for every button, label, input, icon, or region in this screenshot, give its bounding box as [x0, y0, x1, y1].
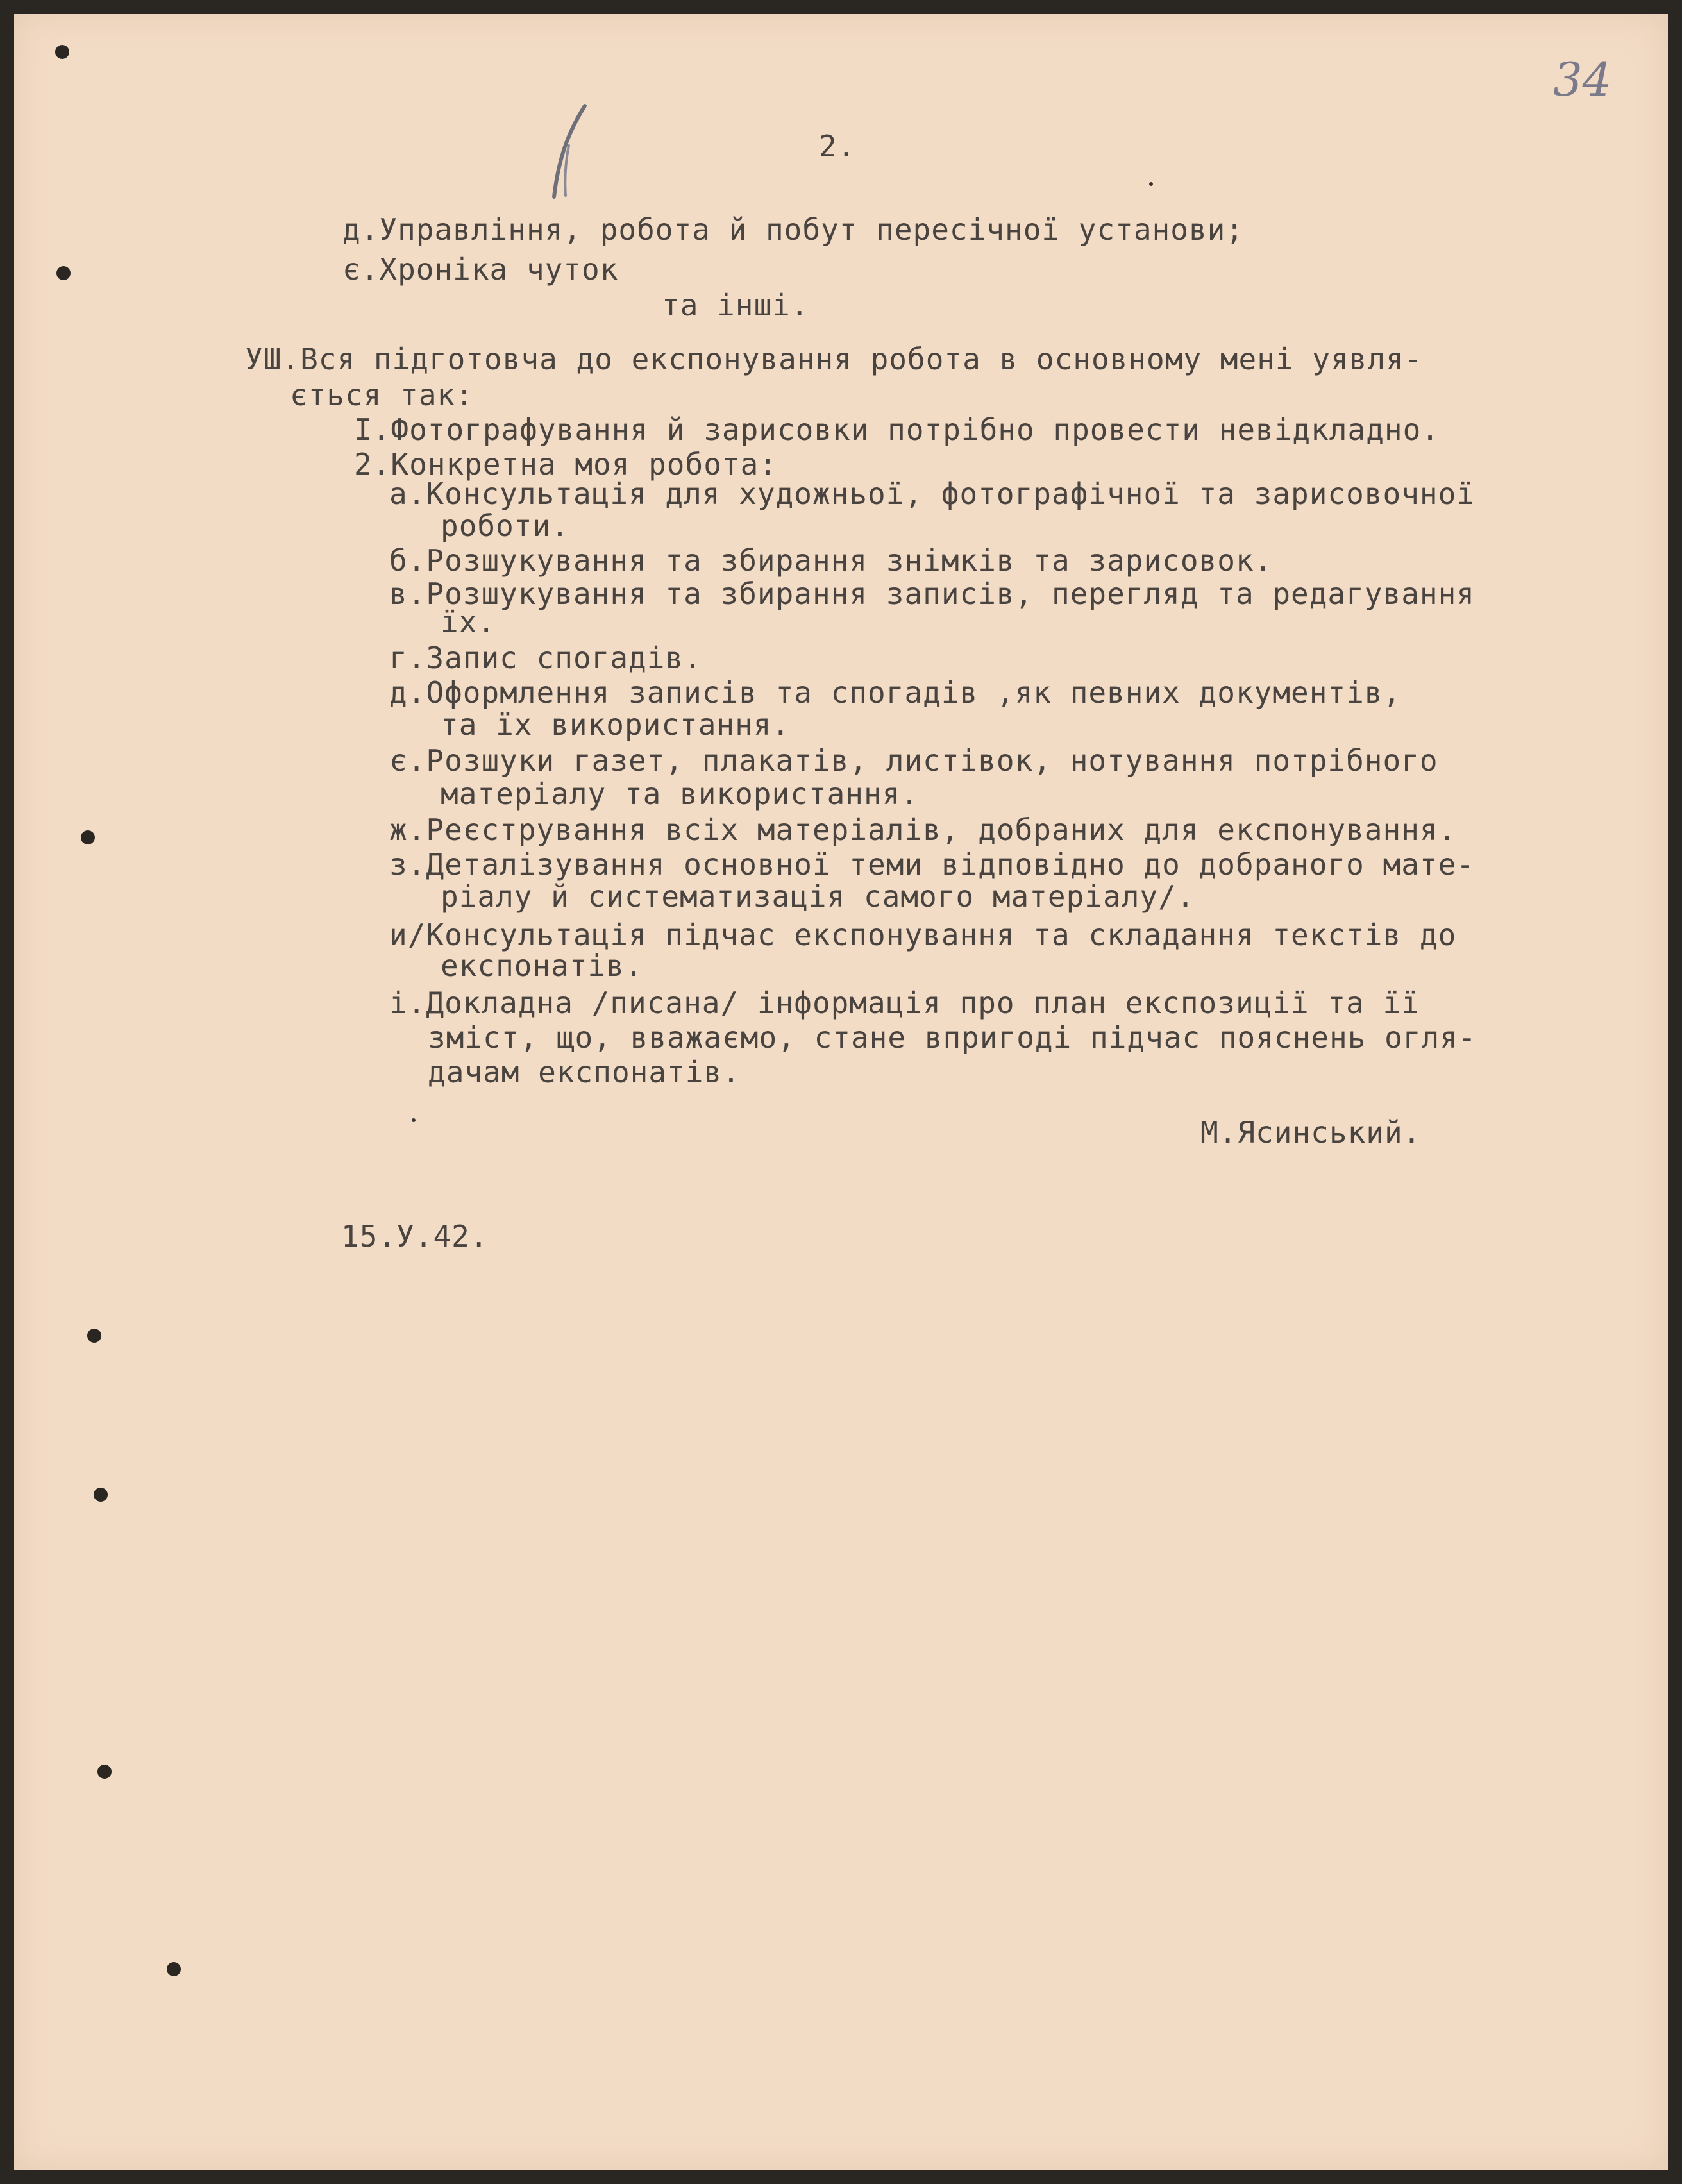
pencil-check-mark [546, 101, 591, 203]
punch-hole [167, 1962, 181, 1976]
text-line: ється так: [290, 378, 474, 412]
document-sheet [14, 14, 1668, 2170]
punch-hole [87, 1329, 101, 1343]
text-line: є.Хроніка чуток [342, 252, 619, 287]
paper-speck [1149, 182, 1153, 186]
text-line: І.Фотографування й зарисовки потрібно провести невідкладно. [354, 412, 1440, 447]
text-line: дачам експонатів. [428, 1055, 741, 1089]
text-line: є.Розшуки газет, плакатів, листівок, нотування потрібного [389, 743, 1438, 778]
archive-folio-number: 34 [1553, 53, 1612, 106]
text-line: и/Консультація підчас експонування та складання текстів до [389, 918, 1457, 952]
text-line: експонатів. [441, 948, 643, 983]
text-line: УШ.Вся підготовча до експонування робота в основному мені уявля- [245, 342, 1423, 376]
paper-speck [412, 1118, 416, 1122]
text-line: та інші. [662, 288, 809, 323]
text-line: в.Розшукування та збирання записів, перегляд та редагування [389, 576, 1475, 611]
text-line: б.Розшукування та збирання знімків та зарисовок. [389, 543, 1273, 578]
text-line: д.Оформлення записів та спогадів ,як певних документів, [389, 675, 1402, 710]
page-number: 2. [819, 129, 856, 164]
text-line: роботи. [441, 508, 569, 543]
punch-hole [55, 45, 69, 59]
punch-hole [56, 266, 71, 280]
text-line: д.Управління, робота й побут пересічної установи; [342, 212, 1245, 247]
text-line: і.Докладна /писана/ інформація про план експозиції та її [389, 986, 1420, 1020]
text-line: зміст, що, вважаємо, стане впригоді підчас пояснень огля- [428, 1020, 1477, 1055]
punch-hole [94, 1488, 108, 1502]
text-line: та їх використання. [441, 707, 791, 742]
punch-hole [81, 830, 95, 844]
text-line: а.Консультація для художньої, фотографічної та зарисовочної [389, 476, 1475, 511]
text-line: г.Запис спогадів. [389, 641, 702, 675]
text-line: ж.Реєстрування всіх матеріалів, добраних для експонування. [389, 812, 1457, 847]
document-date: 15.У.42. [341, 1219, 489, 1254]
text-line: матеріалу та використання. [441, 777, 920, 811]
text-line: ріалу й систематизація самого матеріалу/. [441, 879, 1195, 914]
text-line: 2.Конкретна моя робота: [354, 447, 777, 482]
text-line: з.Деталізування основної теми відповідно до добраного мате- [389, 847, 1475, 882]
punch-hole [97, 1765, 112, 1779]
text-line: їх. [441, 605, 496, 639]
signature: М.Ясинський. [1200, 1115, 1422, 1150]
